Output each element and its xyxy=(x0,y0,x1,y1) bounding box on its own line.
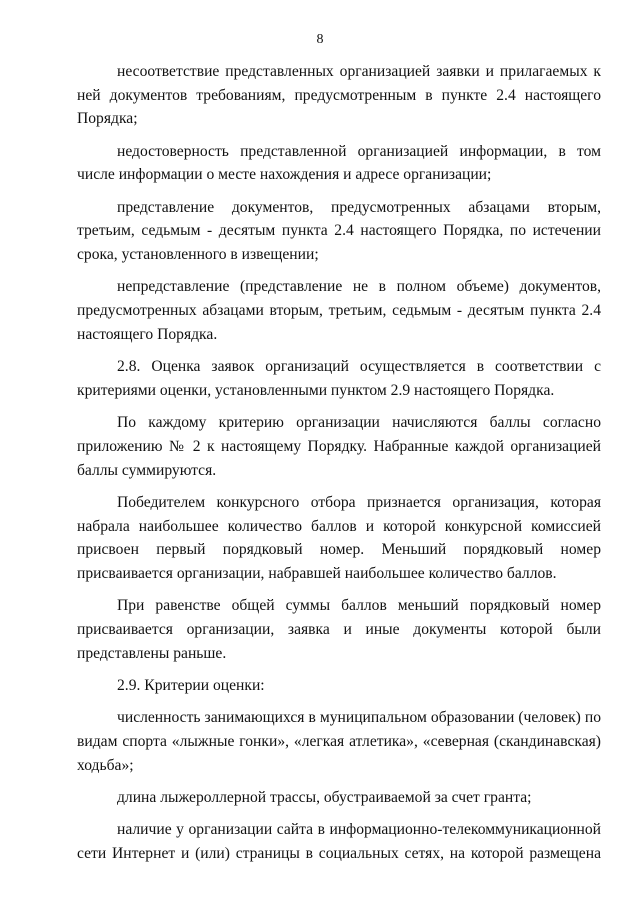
paragraph: несоответствие представленных организацией заявки и прилагаемых к ней документов требованиям, предусмотренным в пункте 2.4 настоящего Порядка; xyxy=(77,63,601,128)
paragraph: 2.8. Оценка заявок организаций осуществляется в соответствии с критериями оценки, установленными пунктом 2.9 настоящего Порядка. xyxy=(77,358,601,399)
document-body xyxy=(77,60,601,874)
paragraph: При равенстве общей суммы баллов меньший порядковый номер присваивается организации, заявка и иные документы которой были представлены раньше. xyxy=(77,597,601,662)
paragraph: численность занимающихся в муниципальном образовании (человек) по видам спорта «лыжные гонки», «легкая атлетика», «северная (скандинавская) ходьба»; xyxy=(77,709,601,774)
paragraph: Победителем конкурсного отбора признается организация, которая набрала наибольшее количество баллов и которой конкурсной комиссией присвоен первый порядковый номер. Меньший порядковый номер присваивается организации, набравшей наибольшее количество баллов. xyxy=(77,493,601,582)
paragraph: представление документов, предусмотренных абзацами вторым, третьим, седьмым - десятым пункта 2.4 настоящего Порядка, по истечении срока, установленного в извещении; xyxy=(77,198,601,264)
paragraph: непредставление (представление не в полном объеме) документов, предусмотренных абзацами вторым, третьим, седьмым - десятым пункта 2.4 настоящего Порядка. xyxy=(77,278,601,343)
paragraph: недостоверность представленной организацией информации, в том числе информации о месте нахождения и адресе организации; xyxy=(77,142,601,184)
paragraph: длина лыжероллерной трассы, обустраиваемой за счет гранта; xyxy=(117,788,532,806)
page-number: 8 xyxy=(316,32,324,47)
paragraph: По каждому критерию организации начисляются баллы согласно приложению № 2 к настоящему Порядку. Набранные каждой организацией баллы суммируются. xyxy=(77,414,601,479)
paragraph: 2.9. Критерии оценки: xyxy=(117,676,265,694)
paragraph: наличие у организации сайта в информационно-телекоммуникационной сети Интернет и (или) страницы в социальных сетях, на которой размещена xyxy=(77,821,601,862)
